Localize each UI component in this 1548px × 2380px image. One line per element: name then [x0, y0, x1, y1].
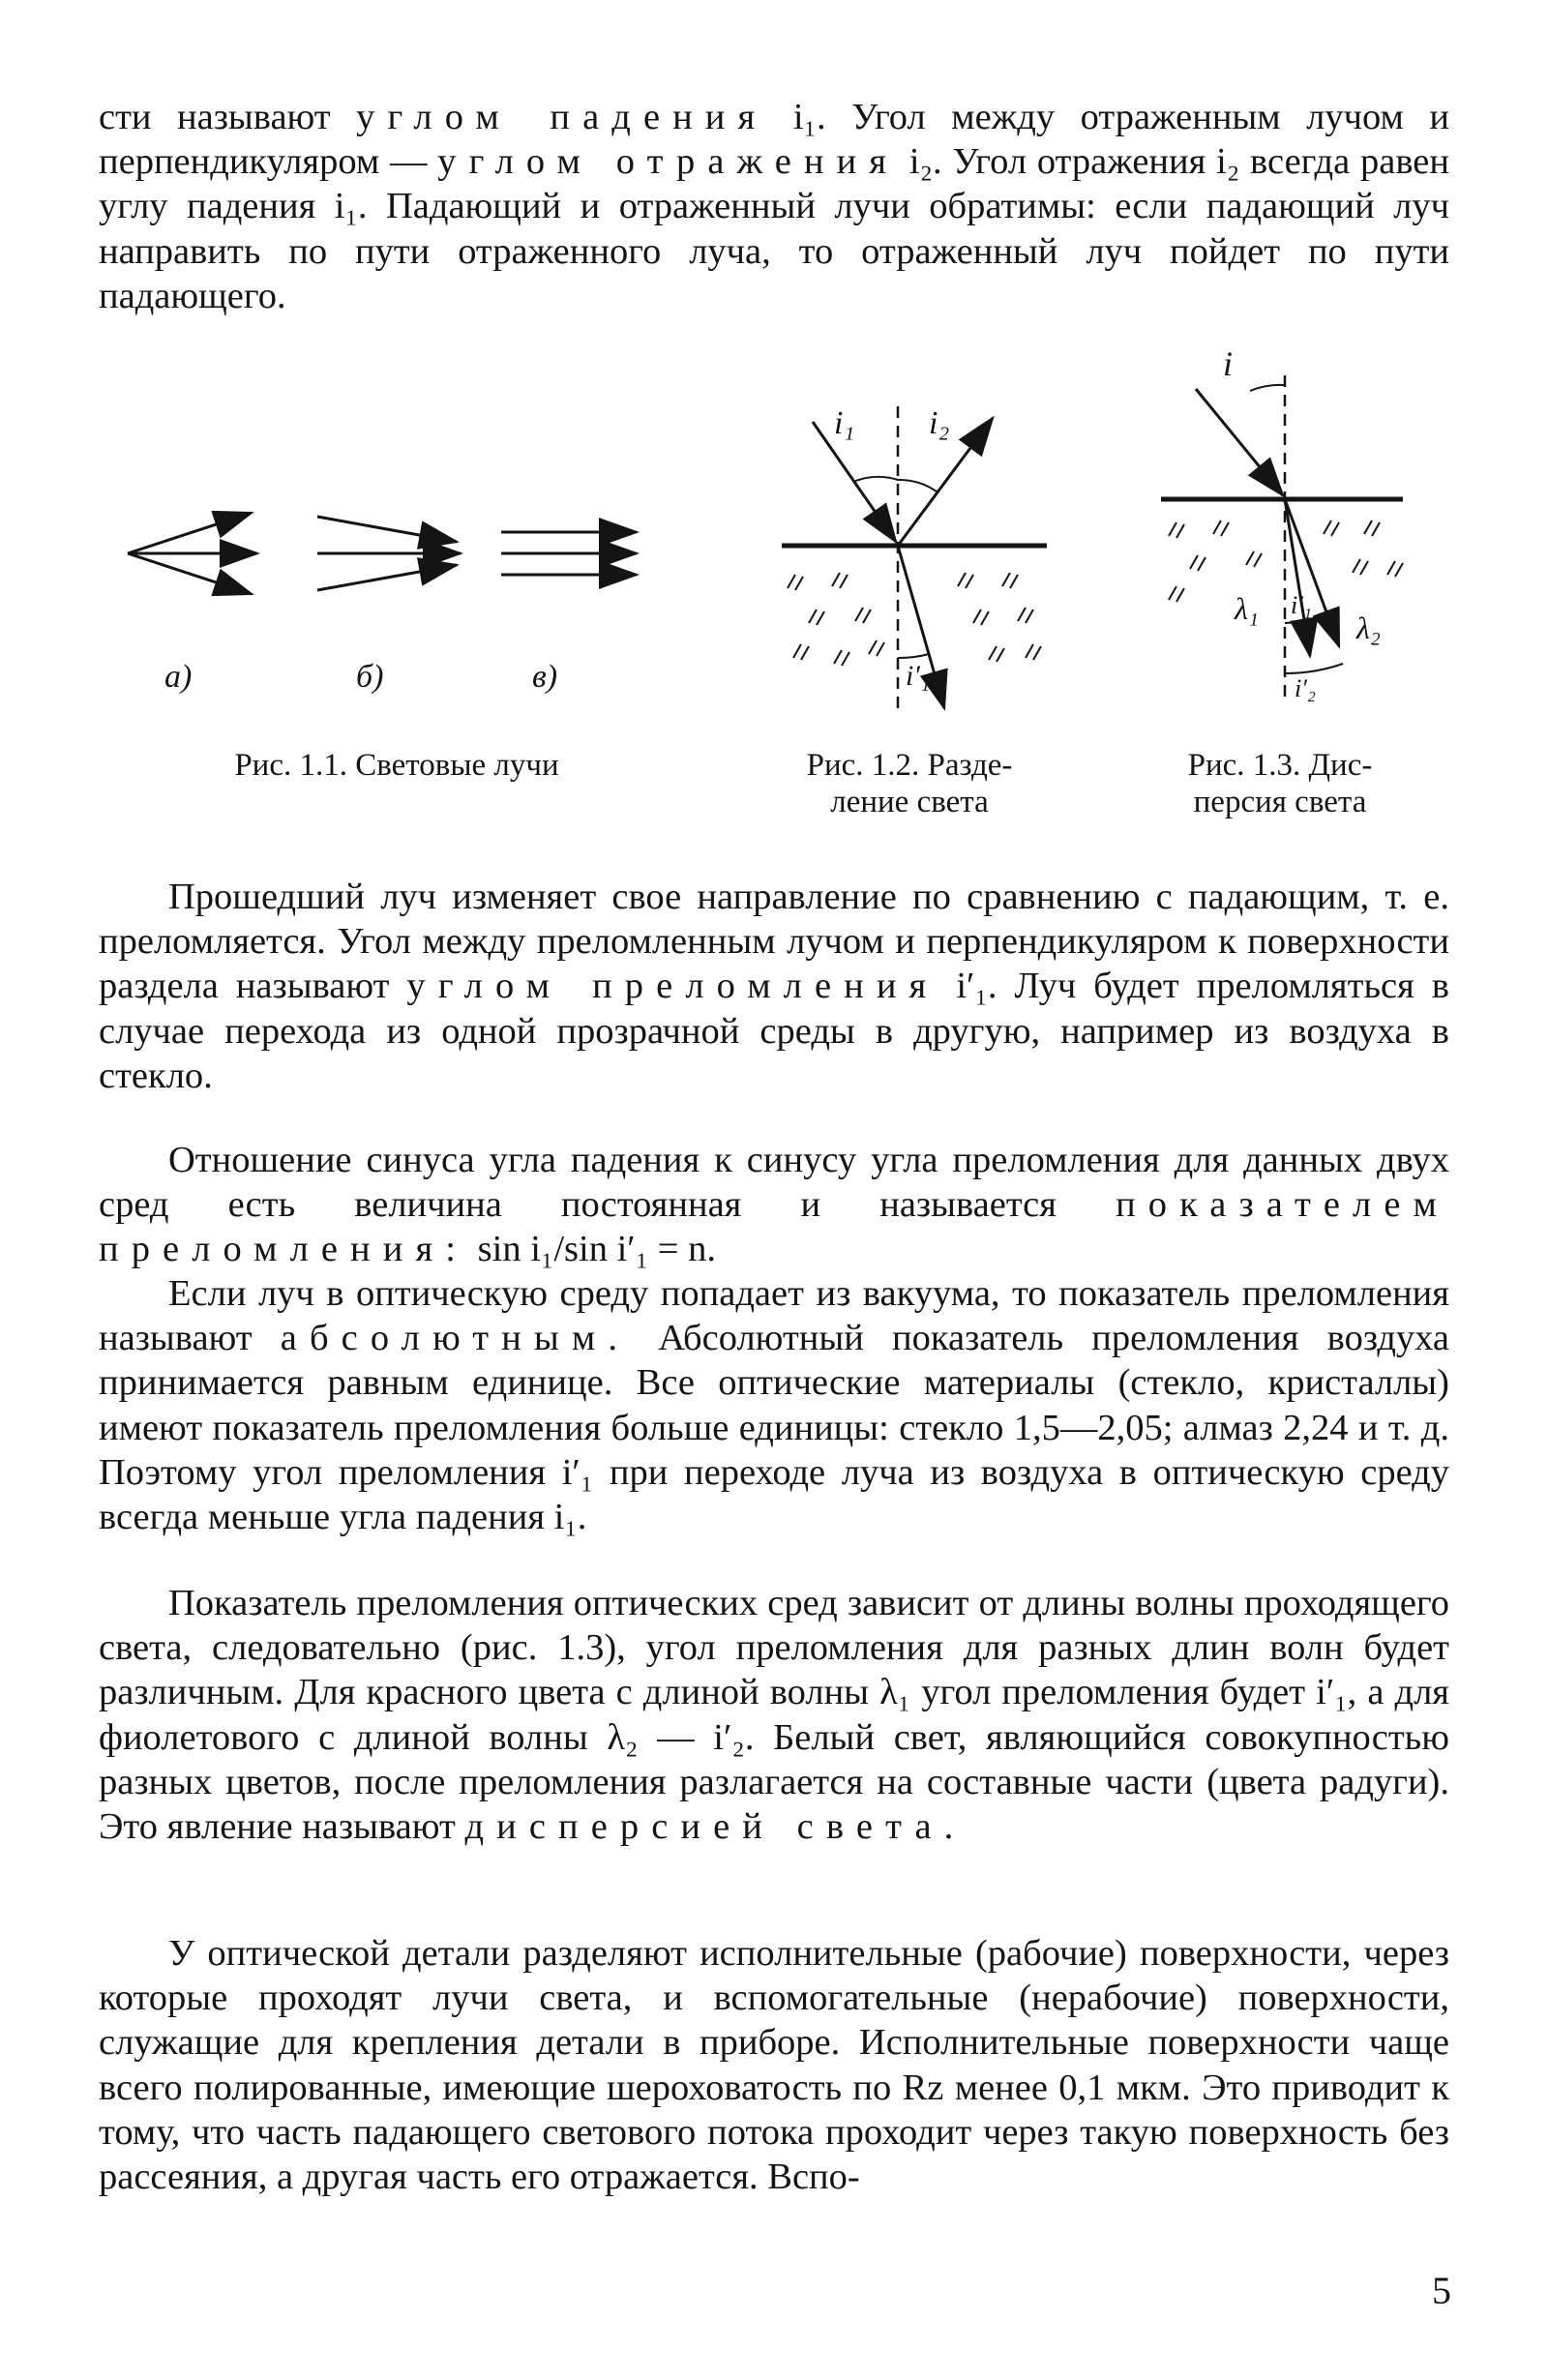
label-c: в)	[532, 659, 558, 695]
text-run: i₁. Угол между отраженным лучом и перпендикуляром —	[99, 97, 1449, 183]
arc-refraction-1	[1285, 621, 1304, 623]
arc-reflection	[898, 480, 937, 491]
paragraph-refractive-index	[99, 1138, 1449, 1272]
caption-line: персия света	[1193, 785, 1367, 819]
caption-fig-1-3	[1140, 747, 1420, 820]
label-i1-prime: i′₁	[906, 660, 931, 692]
arc-incidence	[1250, 385, 1285, 391]
label-i1-prime: i′₁	[1291, 591, 1312, 619]
term-angle-of-incidence: углом падения	[356, 97, 768, 137]
term-absolute: абсолютным.	[280, 1318, 631, 1359]
term-angle-of-reflection: углом отражения	[437, 141, 900, 183]
refracted-ray-lambda1	[1285, 499, 1310, 656]
text-run: i′₁. Луч будет преломляться в случае перехода из одной прозрачной среды в другую, например из воздуха в стекло.	[99, 966, 1449, 1096]
text-run: Отношение синуса угла падения к синусу угла преломления для данных двух сред есть величина постоянная и называется	[99, 1140, 1449, 1226]
text-run: Прошедший луч изменяет свое направление по сравнению с падающим, т. е. преломляется. Угол между преломленным лучом и перпендикуляром к поверхности раздела называют	[99, 877, 1449, 1007]
glass-hatching	[788, 573, 1041, 666]
label-a: а)	[164, 659, 193, 695]
text-run: Если луч в оптическую среду попадает из вакуума, то показатель преломления называют	[99, 1273, 1449, 1359]
caption-line: ление света	[830, 785, 989, 819]
page-number: 5	[1432, 2269, 1451, 2312]
figure-1-2-light-separation	[774, 368, 1055, 726]
label-i2: i₂	[929, 405, 950, 441]
caption-fig-1-1: Рис. 1.1. Световые лучи	[234, 748, 559, 783]
paragraph-dispersion	[99, 1581, 1449, 1849]
arc-refraction-2	[1285, 664, 1343, 673]
arc-incidence	[853, 477, 898, 482]
label-i1: i₁	[834, 405, 855, 441]
term-angle-of-refraction: углом преломления	[406, 966, 939, 1007]
label-lambda2: λ₂	[1356, 610, 1381, 645]
incident-ray	[1196, 389, 1283, 495]
text-run: Показатель преломления оптических сред зависит от длины волны проходящего света, следовательно (рис. 1.3), угол преломления для разных длин волн будет различным. Для красного цвета с длиной волны λ₁ угол преломления будет i′₁, а для фиолетового с длиной волны λ₂ — i′₂. Белый свет, являющийся совокупностью разных цветов, после преломления разлагается на составные части (цвета радуги). Это явление называют	[99, 1583, 1449, 1848]
paragraph-reflection	[99, 95, 1449, 318]
parallel-rays	[501, 532, 637, 575]
caption-line: Рис. 1.3. Дис-	[1187, 748, 1373, 783]
paragraph-absolute-index	[99, 1271, 1449, 1539]
label-lambda1: λ₁	[1235, 591, 1259, 626]
label-i2-prime: i′₂	[1295, 674, 1316, 702]
diverging-rays	[128, 513, 257, 594]
text-run: i₂. Угол отражения i₂ всегда равен углу падения i₁. Падающий и отраженный лучи обратимы: если падающий луч направить по пути отраженного луча, то отраженный луч пойдет по пути падающего.	[99, 141, 1449, 316]
paragraph-refraction	[99, 875, 1449, 1098]
term-refractive-index: показателем преломления:	[99, 1184, 1449, 1270]
figure-1-1-light-rays	[106, 474, 648, 726]
converging-rays	[317, 517, 461, 590]
term-dispersion: дисперсией света.	[464, 1806, 967, 1848]
paragraph-surfaces: У оптической детали разделяют исполнительные (рабочие) поверхности, через которые проходят лучи света, и вспомогательные (нерабочие) поверхности, служащие для крепления детали в приборе. Исполнительные поверхности чаще всего полированные, имеющие шероховатость по Rz менее 0,1 мкм. Это приводит к тому, что часть падающего светового потока проходит через такую поверхность без рассеяния, а другая часть его отражается. Вспо-	[99, 1933, 1449, 2198]
arc-refraction	[898, 654, 929, 658]
text-run: Абсолютный показатель преломления воздуха принимается равным единице. Все оптические материалы (стекло, кристаллы) имеют показатель преломления больше единицы: стекло 1,5—2,05; алмаз 2,24 и т. д. Поэтому угол преломления i′₁ при переходе луча из воздуха в оптическую среду всегда меньше угла падения i₁.	[99, 1318, 1449, 1538]
figure-1-3-dispersion	[1149, 337, 1411, 724]
formula: sin i₁/sin i′₁ = n.	[468, 1229, 716, 1270]
text-run: сти называют	[99, 97, 357, 137]
label-b: б)	[356, 659, 384, 695]
caption-line: Рис. 1.2. Разде-	[806, 748, 1013, 783]
label-i: i	[1223, 344, 1234, 383]
caption-fig-1-2	[764, 747, 1055, 820]
